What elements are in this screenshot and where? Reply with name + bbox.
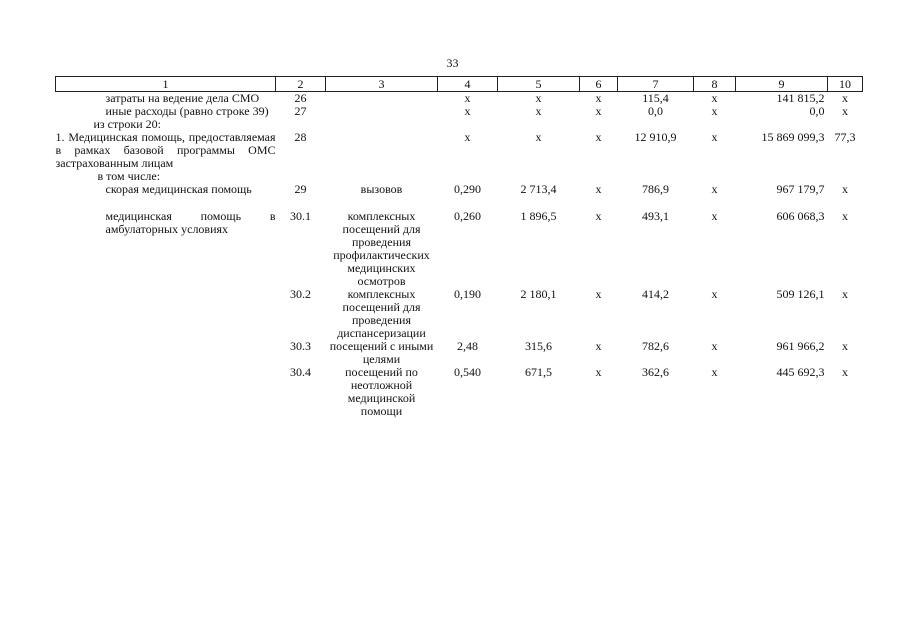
cell-col7: 414,2	[642, 287, 669, 301]
row-description	[56, 340, 276, 366]
table-row	[56, 105, 863, 118]
cell-col10: х	[842, 287, 848, 301]
column-header: 1	[56, 77, 276, 92]
page-number: 33	[446, 56, 459, 70]
row-description: скорая медицинская помощь	[105, 182, 252, 196]
cell-col4: 0,190	[454, 287, 481, 301]
cell-col5: 315,6	[525, 339, 552, 353]
row-code: 26	[294, 91, 307, 105]
row-code: 30.4	[290, 365, 311, 379]
cell-col5: 1 896,5	[520, 209, 557, 223]
column-header: 3	[326, 77, 438, 92]
table-row	[56, 92, 863, 106]
cell-col9: 961 966,2	[776, 339, 825, 353]
row-code: 30.3	[290, 339, 311, 353]
row-unit: посещений по неотложной медицинской помощи	[345, 365, 418, 418]
data-table	[55, 76, 863, 418]
row-code: 29	[294, 182, 307, 196]
cell-col7: 786,9	[642, 182, 669, 196]
cell-col7: 12 910,9	[634, 130, 677, 144]
cell-col6: х	[595, 339, 602, 353]
cell-col5: 671,5	[525, 365, 552, 379]
row-description: иные расходы (равно строке 39)	[105, 104, 269, 118]
table-row	[56, 183, 863, 196]
cell-col6: х	[595, 287, 602, 301]
row-code: 30.1	[290, 209, 311, 223]
cell-col9: 0,0	[809, 104, 825, 118]
cell-col4: 0,290	[454, 182, 481, 196]
row-unit: вызовов	[360, 182, 403, 196]
cell-col8: х	[711, 287, 718, 301]
cell-col9: 141 815,2	[776, 91, 825, 105]
cell-col7: 115,4	[642, 91, 669, 105]
cell-col6: х	[595, 365, 602, 379]
row-description	[56, 288, 276, 340]
cell-col8: х	[711, 130, 718, 144]
row-code: 28	[294, 130, 307, 144]
cell-col4: 2,48	[457, 339, 478, 353]
cell-col10: х	[842, 91, 848, 105]
cell-col10: х	[842, 339, 848, 353]
header-row	[56, 77, 863, 92]
cell-col8: х	[711, 104, 718, 118]
row-section-label: из строки 20:	[93, 117, 161, 131]
row-unit: посещений с иными целями	[329, 339, 434, 366]
cell-col5: х	[535, 104, 542, 118]
cell-col4: х	[464, 130, 471, 144]
row-unit: комплексных посещений для проведения диспансеризации	[337, 287, 426, 340]
cell-col10: х	[842, 182, 848, 196]
cell-col7: 782,6	[642, 339, 669, 353]
data-table-container	[55, 76, 862, 418]
cell-col10: х	[842, 365, 848, 379]
row-spacer	[56, 196, 863, 210]
table-row	[56, 366, 863, 418]
row-unit	[326, 92, 438, 106]
cell-col9: 606 068,3	[776, 209, 825, 223]
cell-col6: х	[595, 130, 602, 144]
cell-col6: х	[595, 209, 602, 223]
cell-col9: 509 126,1	[776, 287, 825, 301]
column-header: 8	[694, 77, 736, 92]
column-header: 10	[828, 77, 863, 92]
table-row	[56, 288, 863, 340]
cell-col8: х	[711, 339, 718, 353]
cell-col10: х	[842, 104, 848, 118]
row-unit	[326, 131, 438, 170]
row-unit	[326, 105, 438, 118]
cell-col4: 0,260	[454, 209, 481, 223]
cell-col10: 77,3	[834, 130, 856, 144]
column-header: 7	[618, 77, 694, 92]
row-description: 1. Медицинская помощь, предоставляемая в рамках базовой программы ОМС застрахованным лицам	[55, 130, 276, 170]
cell-col4: 0,540	[454, 365, 481, 379]
cell-col9: 15 869 099,3	[761, 130, 825, 144]
cell-col6: х	[595, 91, 602, 105]
cell-col9: 445 692,3	[776, 365, 825, 379]
table-row	[56, 131, 863, 170]
cell-col4: х	[464, 104, 471, 118]
row-description: медицинская помощь в амбулаторных условиях	[105, 209, 276, 236]
cell-col5: 2 180,1	[520, 287, 557, 301]
cell-col10: х	[842, 209, 848, 223]
cell-col9: 967 179,7	[776, 182, 825, 196]
row-description	[56, 366, 276, 418]
cell-col7: 362,6	[642, 365, 669, 379]
row-description: затраты на ведение дела СМО	[105, 91, 260, 105]
row-code: 27	[294, 104, 307, 118]
column-header: 6	[580, 77, 618, 92]
cell-col7: 0,0	[648, 104, 663, 118]
row-unit: комплексных посещений для проведения профилактических медицинских осмотров	[333, 209, 430, 288]
cell-col7: 493,1	[642, 209, 669, 223]
row-code: 30.2	[290, 287, 311, 301]
cell-col4: х	[464, 91, 471, 105]
cell-col6: х	[595, 104, 602, 118]
cell-col8: х	[711, 91, 718, 105]
cell-col5: х	[535, 91, 542, 105]
cell-col8: х	[711, 182, 718, 196]
cell-col8: х	[711, 365, 718, 379]
column-header: 4	[438, 77, 498, 92]
column-header: 2	[276, 77, 326, 92]
column-header: 9	[736, 77, 828, 92]
cell-col8: х	[711, 209, 718, 223]
cell-col5: 2 713,4	[520, 182, 557, 196]
cell-col5: х	[535, 130, 542, 144]
table-row	[56, 340, 863, 366]
table-row	[56, 210, 863, 288]
cell-col6: х	[595, 182, 602, 196]
column-header: 5	[498, 77, 580, 92]
row-section-label: в том числе:	[97, 169, 161, 183]
